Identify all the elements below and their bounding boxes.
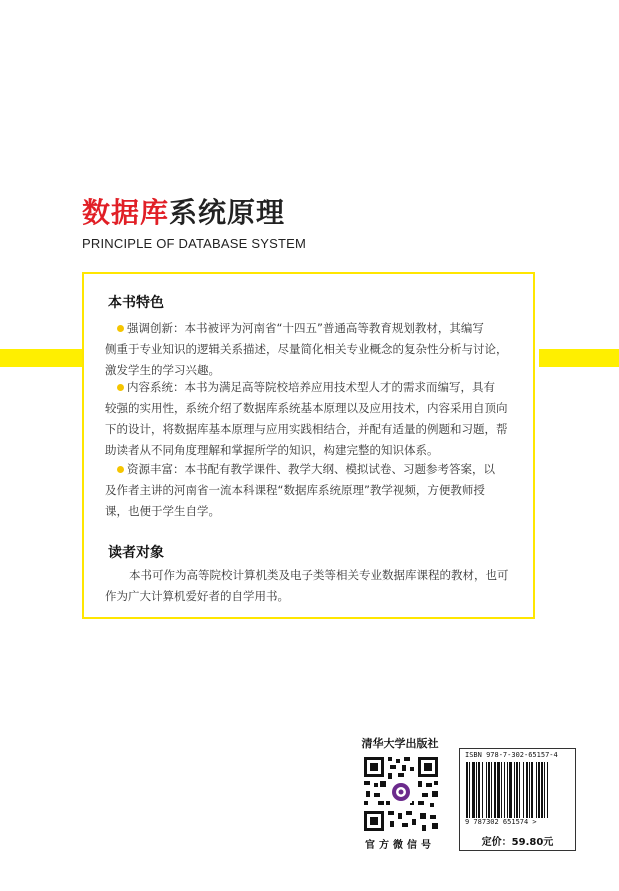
feature-line: 较强的实用性，系统介绍了数据库系统基本原理以及应用技术，内容采用自顶向	[105, 401, 508, 415]
bullet-dot-icon	[117, 325, 124, 332]
feature-line: 资源丰富：本书配有教学课件、教学大纲、模拟试卷、习题参考答案，以	[127, 462, 495, 476]
bullet-dot-icon	[117, 384, 124, 391]
feature-line: 助读者从不同角度理解和掌握所学的知识，构建完整的知识体系。	[105, 443, 439, 457]
official-wechat-label: 官方微信号	[365, 840, 435, 851]
book-subtitle-english: PRINCIPLE OF DATABASE SYSTEM	[82, 236, 306, 251]
book-title-red-part: 数据库	[82, 196, 170, 229]
feature-line: 激发学生的学习兴趣。	[105, 363, 220, 377]
audience-line: 本书可作为高等院校计算机类及电子类等相关专业数据库课程的教材，也可	[129, 568, 509, 582]
publisher-name: 清华大学出版社	[361, 737, 439, 750]
book-title-dark-part: 系统原理	[169, 196, 286, 229]
feature-line: 课，也便于学生自学。	[105, 504, 220, 518]
feature-line: 侧重于专业知识的逻辑关系描述，尽量简化相关专业概念的复杂性分析与讨论，	[105, 342, 508, 356]
book-price: 定价：59.80元	[481, 837, 554, 848]
feature-line: 下的设计，将数据库基本原理与应用实践相结合，并配有适量的例题和习题，帮	[105, 422, 508, 436]
feature-item-systematic	[105, 377, 519, 461]
bullet-dot-icon	[117, 466, 124, 473]
feature-line: 强调创新：本书被评为河南省“十四五”普通高等教育规划教材，其编写	[127, 321, 484, 335]
book-title	[82, 196, 285, 230]
barcode-panel	[459, 748, 576, 851]
decorative-stripe-left	[0, 349, 82, 367]
description-box	[82, 272, 535, 619]
barcode-digits: 9 787302 651574 >	[465, 818, 537, 826]
isbn-number: ISBN 978-7-302-65157-4	[465, 751, 558, 759]
wechat-qr-code	[364, 757, 438, 831]
features-heading: 本书特色	[108, 295, 164, 311]
feature-item-resources	[105, 459, 519, 522]
feature-line: 内容系统：本书为满足高等院校培养应用技术型人才的需求而编写，具有	[127, 380, 495, 394]
decorative-stripe-right	[539, 349, 619, 367]
feature-line: 及作者主讲的河南省一流本科课程“数据库系统原理”教学视频，方便教师授	[105, 483, 485, 497]
audience-line: 作为广大计算机爱好者的自学用书。	[105, 589, 289, 603]
isbn-barcode	[466, 762, 570, 818]
audience-heading: 读者对象	[108, 545, 164, 561]
feature-item-innovation	[105, 318, 519, 381]
audience-text	[105, 565, 519, 607]
